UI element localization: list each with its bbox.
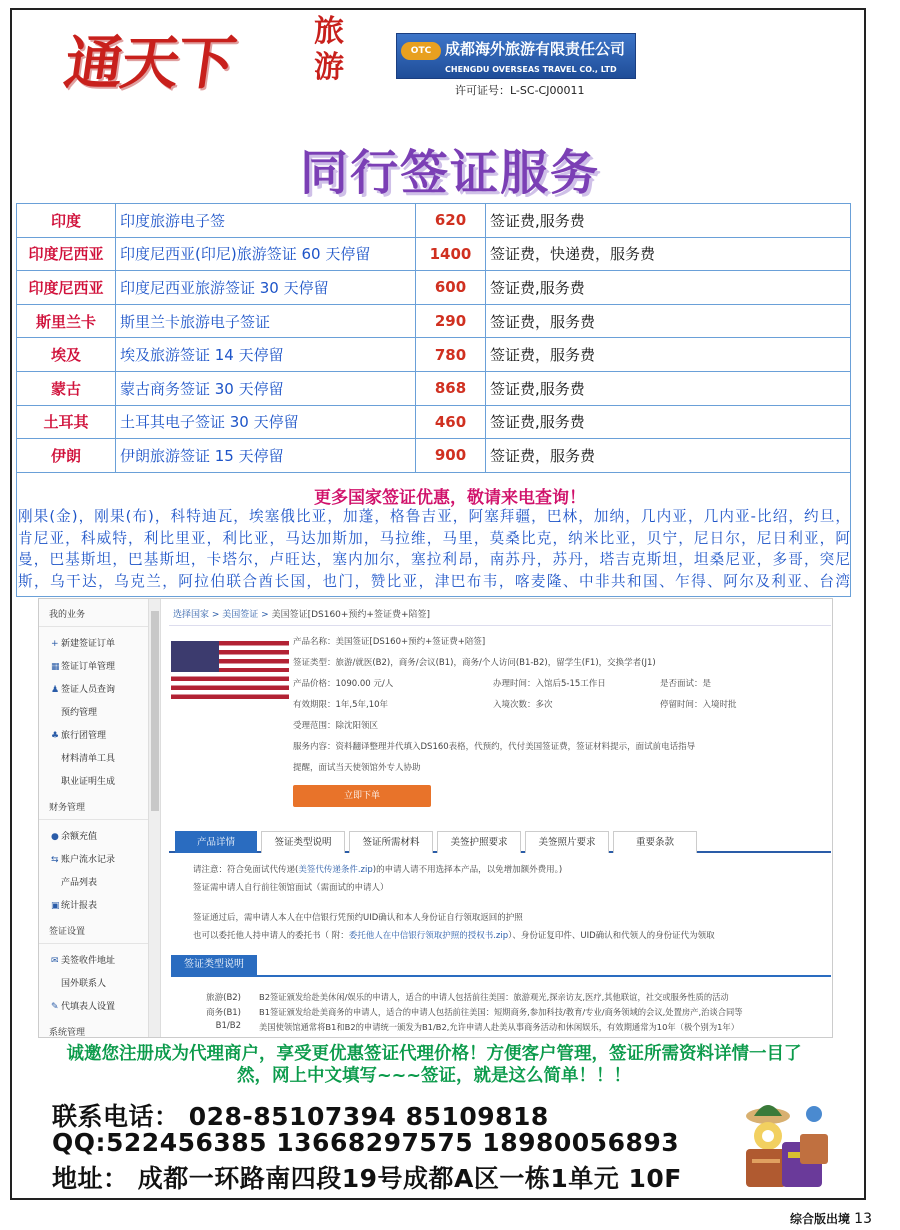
luggage-illustration-icon [738, 1094, 838, 1194]
visa-country: 伊朗 [17, 439, 116, 473]
note-line [193, 929, 715, 941]
company-logo [396, 33, 636, 79]
contact-phone: 联系电话： 028-85107394 85109818 [52, 1102, 549, 1131]
us-flag-image [171, 641, 289, 699]
group-icon: ♣ [51, 731, 60, 741]
contact-address: 地址： 成都一环路南四段19号成都A区一栋1单元 10F [52, 1164, 682, 1193]
sidebar-item-label: 签证订单管理 [61, 662, 116, 672]
visa-country: 印度尼西亚 [17, 271, 116, 305]
visa-type-code: 商务(B1) [206, 1008, 241, 1018]
product-validity: 有效期限：1年,5年,10年 [293, 700, 389, 710]
breadcrumb: 选择国家 > 美国签证 > 美国签证[DS160+预约+签证费+陪签] [173, 610, 431, 620]
visa-type-code: 旅游(B2) [206, 993, 241, 1003]
sidebar-item-label: 预约管理 [61, 708, 98, 718]
sidebar-item[interactable] [39, 847, 148, 870]
sidebar-item[interactable] [39, 971, 148, 994]
tab-item[interactable]: 签证所需材料 [349, 831, 433, 853]
product-price: 产品价格：1090.00 元/人 [293, 679, 394, 689]
product-scope: 受理范围：除沈阳领区 [293, 721, 379, 731]
countries-line: 肯尼亚，科威特，利比里亚，利比亚，马达加斯加，马拉维，马里，莫桑比克，纳米比亚，贝宁，尼日尔，尼日利亚，阿 [18, 529, 850, 547]
report-icon: ▣ [51, 901, 60, 911]
product-service: 服务内容：资料翻译整理并代填入DS160表格，代预约，代付美国签证费，签证材料提示，面试前电话指导 [293, 742, 696, 752]
note-text: ）、身份证复印件、UID确认和代领人的身份证代为领取 [508, 931, 715, 941]
visa-product: 埃及旅游签证 14 天停留 [116, 338, 416, 372]
tab-item[interactable]: 产品详情 [175, 831, 257, 853]
visa-fees: 签证费，快递费，服务费 [486, 237, 851, 271]
visa-price: 600 [416, 271, 486, 305]
visa-type-description: B1签证颁发给赴美商务的申请人，适合的申请人包括前往美国：短期商务,参加科技/教育/专业/商务领域的会议,处置房产,治谈合同等 [259, 1007, 743, 1017]
visa-price: 1400 [416, 237, 486, 271]
sidebar-item[interactable] [39, 723, 148, 746]
visa-country: 埃及 [17, 338, 116, 372]
sidebar-item-label: 产品列表 [61, 878, 98, 888]
visa-row [17, 271, 851, 305]
visa-type-description: B2签证颁发给赴美休闲/娱乐的申请人，适合的申请人包括前往美国：旅游观光,探亲访友,医疗,其他联谊，社交或服务性质的活动 [259, 992, 729, 1002]
sidebar-item[interactable] [39, 654, 148, 677]
detail-tabs [169, 831, 831, 853]
sidebar-item-label: 新建签证订单 [61, 639, 116, 649]
company-name-en: CHENGDU OVERSEAS TRAVEL CO., LTD [445, 65, 617, 74]
breadcrumb-link[interactable]: 美国签证 [222, 610, 259, 620]
visa-row [17, 237, 851, 271]
visa-row [17, 439, 851, 473]
visa-price: 780 [416, 338, 486, 372]
visa-product: 印度尼西亚(印尼)旅游签证 60 天停留 [116, 237, 416, 271]
scrollbar-thumb[interactable] [151, 611, 159, 811]
sidebar-item-label: 旅行团管理 [61, 731, 107, 741]
main-panel [163, 599, 831, 1038]
sidebar [39, 599, 149, 1038]
countries-line: 刚果(金)，刚果(布)，科特迪瓦，埃塞俄比亚，加蓬，格鲁吉亚，阿塞拜疆，巴林，加纳，几内亚，几内亚-比绍，约旦， [18, 508, 850, 525]
license-number: 许可证号：L-SC-CJ00011 [455, 84, 585, 97]
page-footer [790, 1210, 872, 1227]
divider [171, 975, 831, 977]
visa-price: 900 [416, 439, 486, 473]
company-name-cn: 成都海外旅游有限责任公司 [445, 40, 626, 58]
visa-product: 伊朗旅游签证 15 天停留 [116, 439, 416, 473]
sidebar-item-label: 职业证明生成 [61, 777, 116, 787]
divider [169, 625, 831, 626]
visa-type-code: B1/B2 [215, 1021, 241, 1031]
contact-qq: QQ:522456385 13668297575 18980056893 [52, 1128, 680, 1157]
sidebar-group-title: 签证设置 [39, 916, 148, 944]
sidebar-item[interactable] [39, 746, 148, 769]
visa-fees: 签证费，服务费 [486, 304, 851, 338]
transfer-icon: ⇆ [51, 855, 59, 865]
note-text: 请注意：符合免面试代传递( [193, 865, 299, 875]
sidebar-item-label: 签证人员查询 [61, 685, 116, 695]
company-mark-icon: OTC [401, 42, 441, 60]
tab-item[interactable]: 美签护照要求 [437, 831, 521, 853]
visa-price: 290 [416, 304, 486, 338]
note-line: 签证通过后，需申请人本人在中信银行凭预约UID确认和本人身份证自行领取返回的护照 [193, 913, 523, 923]
visa-country: 蒙古 [17, 371, 116, 405]
visa-fees: 签证费，服务费 [486, 338, 851, 372]
visa-fees: 签证费，服务费 [486, 439, 851, 473]
download-link[interactable]: 美签代传递条件.zip [298, 865, 373, 875]
sidebar-item[interactable] [39, 994, 148, 1017]
grid-icon: ▦ [51, 662, 60, 672]
visa-country: 斯里兰卡 [17, 304, 116, 338]
page-number: 13 [854, 1211, 872, 1227]
coin-icon: ● [51, 832, 59, 842]
sidebar-group-title: 我的业务 [39, 599, 148, 627]
visa-row [17, 204, 851, 238]
tab-item[interactable]: 重要条款 [613, 831, 697, 853]
product-reminder: 提醒，面试当天使领馆外专人协助 [293, 763, 421, 773]
note-text: )的申请人请不用选择本产品，以免增加额外费用。) [372, 865, 563, 875]
visa-country: 印度 [17, 204, 116, 238]
visa-price: 460 [416, 405, 486, 439]
scrollbar[interactable] [149, 599, 161, 1038]
sidebar-group-title: 系统管理 [39, 1017, 148, 1038]
download-link[interactable]: 委托他人在中信银行领取护照的授权书.zip [348, 931, 509, 941]
sidebar-item-label: 材料清单工具 [61, 754, 116, 764]
page-headline: 同行签证服务 [299, 145, 600, 201]
more-countries-list [18, 506, 850, 592]
visa-product: 土耳其电子签证 30 天停留 [116, 405, 416, 439]
visa-product: 斯里兰卡旅游电子签证 [116, 304, 416, 338]
visa-type-section-title: 签证类型说明 [171, 955, 257, 975]
countries-line: 斯，乌干达，乌克兰，阿拉伯联合酋长国，也门，赞比亚，津巴布韦，喀麦隆、中非共和国、乍得、阿尔及利亚、台湾 [18, 572, 850, 590]
sidebar-item-label: 国外联系人 [61, 979, 107, 989]
sidebar-item-label: 代填表人设置 [61, 1002, 116, 1012]
order-now-button[interactable]: 立即下单 [293, 785, 431, 807]
sidebar-item[interactable] [39, 824, 148, 847]
visa-product: 印度尼西亚旅游签证 30 天停留 [116, 271, 416, 305]
note-line [193, 863, 562, 875]
visa-row [17, 371, 851, 405]
sidebar-item[interactable] [39, 631, 148, 654]
sidebar-item[interactable] [39, 677, 148, 700]
visa-country: 土耳其 [17, 405, 116, 439]
sidebar-item[interactable] [39, 948, 148, 971]
tab-item[interactable]: 签证类型说明 [261, 831, 345, 853]
sidebar-item[interactable] [39, 893, 148, 916]
brand-logo: 通天下 [60, 29, 239, 97]
sidebar-item[interactable] [39, 700, 148, 723]
visa-row [17, 304, 851, 338]
note-line: 签证需申请人自行前往领馆面试（需面试的申请人） [193, 883, 389, 893]
sidebar-item-label: 统计报表 [61, 901, 98, 911]
visa-fees: 签证费,服务费 [486, 204, 851, 238]
person-icon: ♟ [51, 685, 60, 695]
more-countries-title: 更多国家签证优惠，敬请来电查询！ [314, 488, 586, 508]
tab-item[interactable]: 美签照片要求 [525, 831, 609, 853]
website-screenshot [38, 598, 833, 1038]
brand-logo-travel: 旅游 [314, 14, 344, 85]
sidebar-item-label: 美签收件地址 [61, 956, 116, 966]
visa-product: 印度旅游电子签 [116, 204, 416, 238]
invitation-line: 然，网上中文填写~~~签证，就是这么简单！！！ [237, 1066, 631, 1086]
sidebar-item[interactable] [39, 870, 148, 893]
visa-fees: 签证费,服务费 [486, 371, 851, 405]
product-entries: 入境次数：多次 [493, 700, 553, 710]
product-name: 产品名称：美国签证[DS160+预约+签证费+陪签] [293, 637, 486, 647]
breadcrumb-current: 美国签证[DS160+预约+签证费+陪签] [271, 610, 431, 620]
visa-row [17, 405, 851, 439]
visa-product: 蒙古商务签证 30 天停留 [116, 371, 416, 405]
visa-row [17, 338, 851, 372]
product-stay: 停留时间：入境时批 [660, 700, 737, 710]
product-process-time: 办理时间：入馆后5-15工作日 [493, 679, 606, 689]
plus-icon: + [51, 639, 59, 649]
product-interview: 是否面试：是 [660, 679, 712, 689]
sidebar-item[interactable] [39, 769, 148, 792]
agent-invitation [14, 1043, 854, 1087]
footer-section: 综合版出境 [789, 1212, 850, 1226]
visa-country: 印度尼西亚 [17, 237, 116, 271]
visa-price: 620 [416, 204, 486, 238]
countries-line: 曼，巴基斯坦，巴基斯坦，卡塔尔，卢旺达，塞内加尔，塞拉利昂，南苏丹，苏丹，塔吉克斯坦，坦桑尼亚，多哥，突尼 [18, 551, 850, 568]
invitation-line: 诚邀您注册成为代理商户，享受更优惠签证代理价格！方便客户管理，签证所需资料详情一目了 [66, 1044, 802, 1064]
sidebar-group-title: 财务管理 [39, 792, 148, 820]
visa-price: 868 [416, 371, 486, 405]
note-text: 也可以委托他人持申请人的委托书（ 附： [193, 931, 349, 941]
product-visa-type: 签证类型：旅游/就医(B2)，商务/会议(B1)，商务/个人访问(B1-B2)，留学生(F1)，交换学者(J1) [293, 658, 656, 668]
pencil-icon: ✎ [51, 1002, 59, 1012]
sidebar-item-label: 余额充值 [61, 832, 98, 842]
visa-fees: 签证费,服务费 [486, 271, 851, 305]
visa-fees: 签证费,服务费 [486, 405, 851, 439]
breadcrumb-link[interactable]: 选择国家 [173, 610, 210, 620]
mail-icon: ✉ [51, 956, 59, 966]
visa-price-table [16, 203, 851, 473]
sidebar-item-label: 账户流水记录 [61, 855, 116, 865]
visa-type-description: 美国使领馆通常将B1和B2的申请统一颁发为B1/B2,允许申请人赴美从事商务活动和休闲娱乐，有效期通常为10年（极个别为1年） [259, 1022, 739, 1032]
